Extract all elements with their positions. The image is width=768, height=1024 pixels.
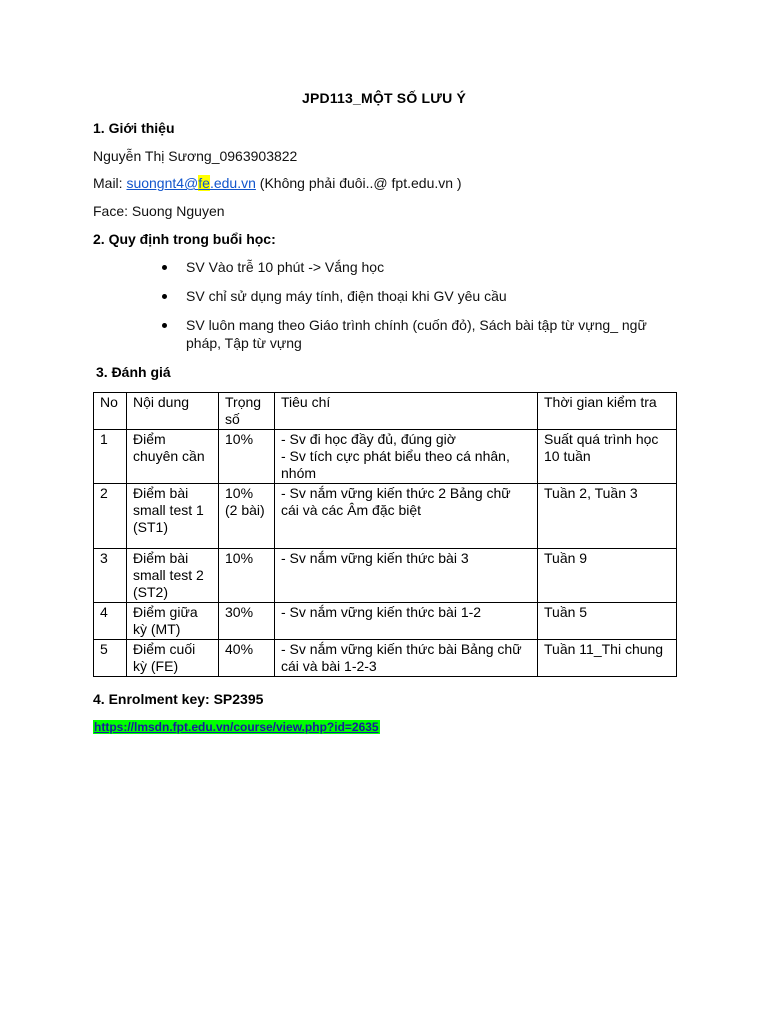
mail-label: Mail: bbox=[93, 175, 127, 191]
table-cell: 1 bbox=[94, 430, 127, 484]
table-cell: Điểm giữa kỳ (MT) bbox=[127, 603, 219, 640]
face-line: Face: Suong Nguyen bbox=[93, 203, 225, 219]
rules-heading: 2. Quy định trong buổi học: bbox=[93, 231, 276, 247]
table-cell: - Sv nắm vững kiến thức bài Bảng chữ cái và bài 1-2-3 bbox=[275, 640, 538, 677]
table-cell: 40% bbox=[219, 640, 275, 677]
document-title: JPD113_MỘT SỐ LƯU Ý bbox=[301, 90, 467, 106]
table-cell: - Sv đi học đầy đủ, đúng giờ - Sv tích cực phát biểu theo cá nhân, nhóm bbox=[275, 430, 538, 484]
rule-item: SV Vào trễ 10 phút -> Vắng học bbox=[140, 258, 680, 276]
table-cell: 4 bbox=[94, 603, 127, 640]
rules-list bbox=[140, 258, 680, 363]
table-cell: - Sv nắm vững kiến thức bài 3 bbox=[275, 549, 538, 603]
mail-user: suongnt4@ bbox=[126, 175, 199, 191]
table-cell: 2 bbox=[94, 484, 127, 549]
course-link[interactable]: https://lmsdn.fpt.edu.vn/course/view.php?id=2635 bbox=[94, 720, 379, 734]
table-cell: 30% bbox=[219, 603, 275, 640]
header-cell: No bbox=[94, 393, 127, 430]
enrolment-heading: 4. Enrolment key: SP2395 bbox=[93, 691, 264, 707]
name-phone: Nguyễn Thị Sương_0963903822 bbox=[93, 148, 298, 164]
table-cell: 5 bbox=[94, 640, 127, 677]
header-cell: Trọng số bbox=[219, 393, 275, 430]
table-cell: Tuần 11_Thi chung bbox=[538, 640, 677, 677]
table-cell: - Sv nắm vững kiến thức bài 1-2 bbox=[275, 603, 538, 640]
table-header-row bbox=[94, 393, 677, 430]
table-row bbox=[94, 430, 677, 484]
mail-domain: .edu.vn bbox=[209, 175, 256, 191]
table-cell: 3 bbox=[94, 549, 127, 603]
table-cell: Điểm bài small test 2 (ST2) bbox=[127, 549, 219, 603]
table-cell: Tuần 9 bbox=[538, 549, 677, 603]
table-cell: - Sv nắm vững kiến thức 2 Bảng chữ cái và các Âm đặc biệt bbox=[275, 484, 538, 549]
mail-line bbox=[93, 175, 462, 191]
table-cell: Điểm cuối kỳ (FE) bbox=[127, 640, 219, 677]
grading-heading: 3. Đánh giá bbox=[96, 364, 171, 380]
intro-heading: 1. Giới thiệu bbox=[93, 120, 175, 136]
table-row bbox=[94, 640, 677, 677]
table-row bbox=[94, 484, 677, 549]
table-cell: 10% bbox=[219, 549, 275, 603]
header-cell: Tiêu chí bbox=[275, 393, 538, 430]
table-cell: Suất quá trình học 10 tuần bbox=[538, 430, 677, 484]
rule-item: SV luôn mang theo Giáo trình chính (cuốn đỏ), Sách bài tập từ vựng_ ngữ pháp, Tập từ vựng bbox=[140, 316, 680, 352]
mail-highlight: fe bbox=[198, 175, 210, 191]
table-cell: Điểm chuyên cần bbox=[127, 430, 219, 484]
table-cell: Tuần 2, Tuần 3 bbox=[538, 484, 677, 549]
table-cell: Tuần 5 bbox=[538, 603, 677, 640]
rule-item: SV chỉ sử dụng máy tính, điện thoại khi GV yêu cầu bbox=[140, 287, 680, 305]
grading-table bbox=[93, 392, 677, 677]
header-cell: Nội dung bbox=[127, 393, 219, 430]
mail-note: (Không phải đuôi..@ fpt.edu.vn ) bbox=[255, 175, 462, 191]
table-cell: Điểm bài small test 1 (ST1) bbox=[127, 484, 219, 549]
table-cell: 10% (2 bài) bbox=[219, 484, 275, 549]
table-row bbox=[94, 603, 677, 640]
table-row bbox=[94, 549, 677, 603]
header-cell: Thời gian kiểm tra bbox=[538, 393, 677, 430]
table-cell: 10% bbox=[219, 430, 275, 484]
mail-link[interactable] bbox=[126, 175, 255, 191]
